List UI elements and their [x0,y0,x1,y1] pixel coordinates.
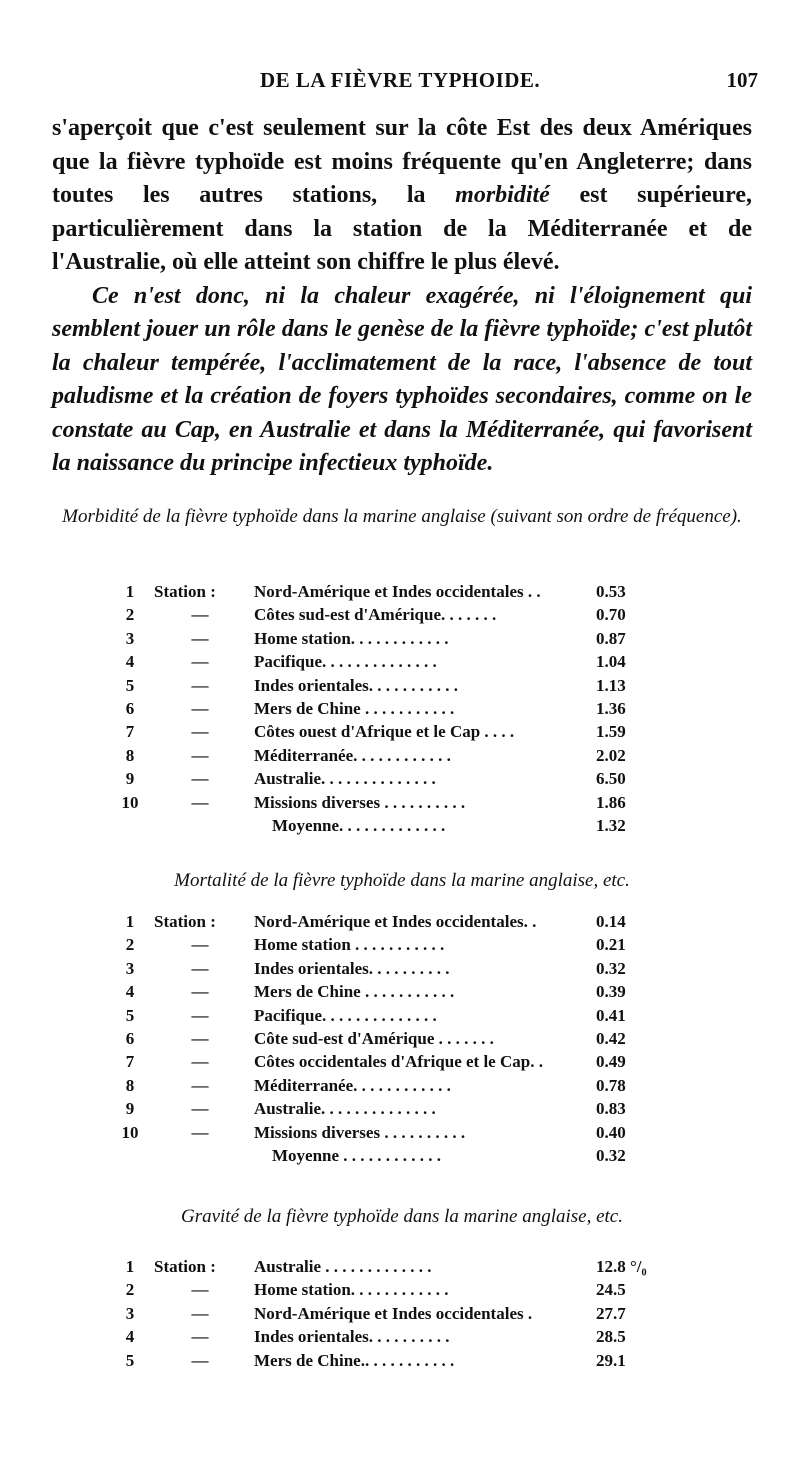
row-value: 0.21 [596,935,626,955]
row-number: 2 [125,1280,135,1300]
row-number: 5 [125,1350,135,1370]
row-number: 1 [125,582,135,601]
row-station: — [191,935,209,955]
row-number: 2 [125,605,135,625]
table-row [118,1302,678,1325]
row-value: 29.1 [596,1350,626,1370]
row-value: 1.36 [596,698,626,718]
running-header [0,68,800,102]
table-row [118,720,678,743]
row-number: 8 [125,1075,135,1095]
row-number: 4 [125,1327,135,1347]
row-value: 0.49 [596,1052,626,1072]
row-value: 2.02 [596,745,626,765]
row-label: Côte sud-est d'Amérique . . . . . . . [254,1028,494,1048]
table-1-title: Morbidité de la fièvre typhoïde dans la marine anglaise (suivant son ordre de fréquence). [62,506,742,527]
average-value: 1.32 [596,815,626,835]
row-label: Indes orientales. . . . . . . . . . . [254,675,458,695]
row-label: Nord-Amérique et Indes occidentales . [254,1303,533,1323]
row-label: Côtes ouest d'Afrique et le Cap . . . . [254,722,515,742]
row-value: 0.14 [596,912,626,931]
row-label: Méditerranée. . . . . . . . . . . . [254,1075,451,1095]
row-station: — [191,792,209,812]
table-row [118,1004,678,1027]
row-label: Côtes sud-est d'Amérique. . . . . . . [254,605,497,625]
row-station: — [191,675,209,695]
row-value: 0.32 [596,958,626,978]
row-value: 0.40 [596,1122,626,1142]
row-station: — [191,982,209,1002]
table-row [118,1349,678,1372]
table-1 [118,580,678,837]
row-station: — [191,1005,209,1025]
row-value: 0.78 [596,1075,626,1095]
table-2 [118,910,678,1167]
row-value: 0.39 [596,982,626,1002]
row-number: 9 [125,769,135,789]
row-station: — [191,745,209,765]
average-row [118,1144,678,1167]
row-label: Pacifique. . . . . . . . . . . . . . [254,652,437,672]
row-label: Home station. . . . . . . . . . . . [254,628,449,648]
row-number: 2 [125,935,135,955]
table-row [118,957,678,980]
row-station: — [191,958,209,978]
row-station: Station : [154,1257,216,1276]
row-station: — [191,1280,209,1300]
row-value: 27.7 [596,1303,626,1323]
row-number: 5 [125,1005,135,1025]
table-row [118,1121,678,1144]
table-row [118,910,678,933]
table-row [118,791,678,814]
row-value: 28.5 [596,1327,626,1347]
row-station: — [191,722,209,742]
row-station: — [191,1028,209,1048]
row-value: 1.59 [596,722,626,742]
row-station: — [191,1052,209,1072]
row-label: Indes orientales. . . . . . . . . . [254,1327,450,1347]
row-number: 7 [125,1052,135,1072]
table-row [118,980,678,1003]
row-label: Missions diverses . . . . . . . . . . [254,792,466,812]
row-station: — [191,1099,209,1119]
row-value: 0.53 [596,582,626,601]
row-label: Australie. . . . . . . . . . . . . . [254,769,436,789]
average-label: Moyenne. . . . . . . . . . . . . [272,815,446,835]
paragraph-1-end: est supérieure, particulièrement dans la station de la Méditerranée et de l'Australie, où elle atteint son chiffre le plus élevé. [52,182,752,275]
running-title: DE LA FIÈVRE TYPHOIDE. [260,68,541,92]
row-station: — [191,628,209,648]
row-value: 0.83 [596,1099,626,1119]
table-row [118,767,678,790]
page-number: 107 [726,68,758,92]
paragraph-1 [52,112,752,280]
paragraph-1-start: s'aperçoit que c'est seulement sur la côte Est des deux Amériques que la fièvre typhoïde est moins fréquente qu'en Angleterre; dans toutes les autres stations, la [52,115,752,208]
row-number: 3 [125,1303,135,1323]
row-value: 1.04 [596,652,626,672]
average-value: 0.32 [596,1145,626,1165]
table-row [118,1027,678,1050]
table-row [118,603,678,626]
row-number: 7 [125,722,135,742]
table-row [118,1074,678,1097]
table-row [118,744,678,767]
row-label: Pacifique. . . . . . . . . . . . . . [254,1005,437,1025]
row-number: 4 [125,652,135,672]
row-station: — [191,698,209,718]
row-value: 1.13 [596,675,626,695]
table-row [118,650,678,673]
paragraph-2: Ce n'est donc, ni la chaleur exagérée, ni l'éloignement qui semblent jouer un rôle dans le genèse de la fièvre typhoïde; c'est plutôt la chaleur tempérée, l'acclimatement de la race, l'absence de tout paludisme et la création de foyers typhoïdes secondaires, comme on le constate au Cap, en Australie et dans la Méditerranée, qui favorisent la naissance du principe infectieux typhoïde. [52,282,752,476]
table-row [118,1050,678,1073]
row-value: 6.50 [596,769,626,789]
row-number: 9 [125,1099,135,1119]
average-row [118,814,678,837]
row-station: Station : [154,582,216,601]
row-value: 24.5 [596,1280,626,1300]
row-label: Missions diverses . . . . . . . . . . [254,1122,466,1142]
row-station: — [191,1303,209,1323]
row-number: 6 [125,698,135,718]
row-number: 3 [125,958,135,978]
row-number: 6 [125,1028,135,1048]
table-row [118,674,678,697]
table-row [118,1325,678,1348]
row-label: Australie. . . . . . . . . . . . . . [254,1099,436,1119]
row-label: Home station. . . . . . . . . . . . [254,1280,449,1300]
table-row [118,627,678,650]
row-station: Station : [154,912,216,931]
table-row [118,580,678,603]
table-row [118,1097,678,1120]
row-number: 4 [125,982,135,1002]
row-label: Mers de Chine.. . . . . . . . . . . [254,1350,455,1370]
row-number: 10 [121,792,139,812]
table-row [118,1255,678,1278]
paragraph-1-emphasis: morbidité [455,182,550,208]
row-number: 5 [125,675,135,695]
row-value: 12.8 °/₀ [596,1257,647,1276]
table-row [118,933,678,956]
row-number: 1 [125,912,135,931]
table-row [118,697,678,720]
row-label: Indes orientales. . . . . . . . . . [254,958,450,978]
row-label: Australie . . . . . . . . . . . . . [254,1257,432,1276]
row-station: — [191,1075,209,1095]
row-number: 10 [121,1122,139,1142]
row-value: 0.42 [596,1028,626,1048]
table-2-title: Mortalité de la fièvre typhoïde dans la marine anglaise, etc. [174,870,630,891]
row-station: — [191,652,209,672]
average-label: Moyenne . . . . . . . . . . . . [272,1145,442,1165]
row-label: Mers de Chine . . . . . . . . . . . [254,982,455,1002]
row-number: 1 [125,1257,135,1276]
row-value: 0.41 [596,1005,626,1025]
table-3 [118,1255,678,1372]
row-value: 0.87 [596,628,626,648]
row-value: 0.70 [596,605,626,625]
row-label: Méditerranée. . . . . . . . . . . . [254,745,451,765]
row-station: — [191,769,209,789]
row-label: Nord-Amérique et Indes occidentales. . [254,912,537,931]
table-row [118,1278,678,1301]
table-3-title: Gravité de la fièvre typhoïde dans la marine anglaise, etc. [180,1206,623,1227]
row-station: — [191,1327,209,1347]
row-number: 8 [125,745,135,765]
row-label: Nord-Amérique et Indes occidentales . . [254,582,541,601]
row-number: 3 [125,628,135,648]
row-label: Côtes occidentales d'Afrique et le Cap. . [254,1052,543,1072]
body-text [52,112,752,481]
row-station: — [191,605,209,625]
row-value: 1.86 [596,792,626,812]
row-label: Home station . . . . . . . . . . . [254,935,445,955]
row-station: — [191,1350,209,1370]
row-station: — [191,1122,209,1142]
row-label: Mers de Chine . . . . . . . . . . . [254,698,455,718]
